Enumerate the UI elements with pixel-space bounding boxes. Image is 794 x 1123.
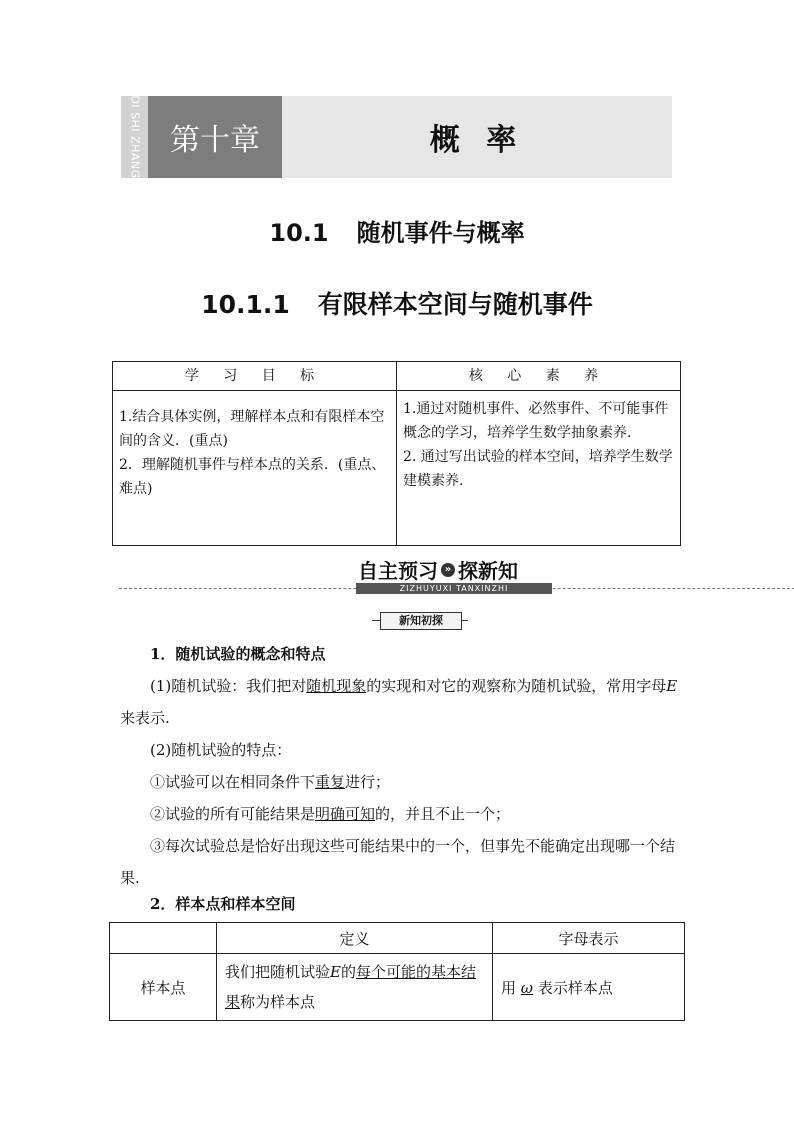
paragraph-features: (2)随机试验的特点： bbox=[150, 741, 292, 759]
paragraph-definition bbox=[120, 670, 680, 734]
underlined-term: 明确可知 bbox=[315, 805, 376, 823]
chapter-pinyin: DI SHI ZHANG bbox=[128, 95, 141, 179]
underlined-term: 重复 bbox=[315, 773, 346, 791]
sample-table-symbol-cell bbox=[493, 954, 685, 1021]
heading-sample-space: 2．样本点和样本空间 bbox=[150, 895, 296, 913]
chapter-title: 概 率 bbox=[429, 123, 525, 158]
objectives-goals-cell bbox=[113, 391, 397, 546]
symbol-e: E bbox=[330, 963, 341, 981]
sample-table-header-symbol: 字母表示 bbox=[493, 923, 685, 954]
double-chevron-icon: » bbox=[441, 563, 455, 577]
preview-heading-left: 自主预习 bbox=[358, 559, 438, 583]
text: 的 bbox=[340, 963, 356, 981]
section-text: 随机事件与概率 bbox=[356, 219, 525, 247]
text: 的实现和对它的观察称为随机试验，常用字母 bbox=[366, 677, 667, 695]
literacy-item: 1.通过对随机事件、必然事件、不可能事件概念的学习，培养学生数学抽象素养． bbox=[403, 401, 669, 441]
objectives-header-literacy: 核 心 素 养 bbox=[397, 362, 681, 391]
underlined-term: 随机现象 bbox=[306, 677, 367, 695]
sample-point-table bbox=[109, 922, 685, 1021]
text: 用 bbox=[501, 978, 517, 997]
text: 我们把随机试验 bbox=[225, 963, 331, 981]
section-title bbox=[0, 213, 794, 248]
symbol-omega: ω bbox=[520, 978, 534, 997]
goal-item: 1.结合具体实例，理解样本点和有限样本空间的含义．(重点) bbox=[119, 409, 385, 449]
text: (1)随机试验：我们把对 bbox=[150, 677, 307, 695]
heading-random-experiment: 1．随机试验的概念和特点 bbox=[150, 645, 326, 663]
section-number: 10.1 bbox=[269, 219, 329, 247]
text: 表示样本点 bbox=[537, 978, 613, 997]
objectives-table bbox=[112, 361, 681, 546]
chapter-number: 第十章 bbox=[148, 96, 282, 178]
text: ②试验的所有可能结果是 bbox=[150, 805, 316, 823]
goal-item: 2．理解随机事件与样本点的关系．(重点、难点) bbox=[119, 457, 386, 497]
subsection-title bbox=[0, 285, 794, 321]
chapter-pinyin-strip bbox=[121, 96, 148, 178]
text: 来表示. bbox=[120, 709, 170, 727]
preview-subtitle: ZIZHUYUXI TANXINZHI bbox=[356, 583, 552, 594]
symbol-e: E bbox=[666, 677, 678, 695]
text: 的，并且不止一个； bbox=[375, 805, 511, 823]
objectives-literacy-cell bbox=[397, 391, 681, 546]
text: 进行； bbox=[345, 773, 391, 791]
underlined-term: 每个可能的基本结果 bbox=[225, 963, 476, 1011]
subsection-number: 10.1.1 bbox=[201, 290, 290, 319]
feature-item-1 bbox=[120, 766, 680, 798]
text: ①试验可以在相同条件下 bbox=[150, 773, 316, 791]
sample-table-header-blank bbox=[110, 923, 217, 954]
sample-table-definition-cell bbox=[217, 954, 493, 1021]
sample-table-header-definition: 定义 bbox=[217, 923, 493, 954]
preview-heading-right: 探新知 bbox=[458, 559, 518, 583]
section-tag: 新知初探 bbox=[380, 612, 462, 630]
preview-heading bbox=[358, 557, 546, 582]
sample-table-row-label: 样本点 bbox=[110, 954, 217, 1021]
feature-item-2 bbox=[120, 798, 680, 830]
objectives-header-goals: 学 习 目 标 bbox=[113, 362, 397, 391]
feature-item-3: ③每次试验总是恰好出现这些可能结果中的一个，但事先不能确定出现哪一个结果. bbox=[120, 837, 676, 887]
subsection-text: 有限样本空间与随机事件 bbox=[317, 290, 593, 319]
literacy-item: 2. 通过写出试验的样本空间，培养学生数学建模素养. bbox=[403, 449, 673, 489]
text: 称为样本点 bbox=[240, 993, 316, 1011]
